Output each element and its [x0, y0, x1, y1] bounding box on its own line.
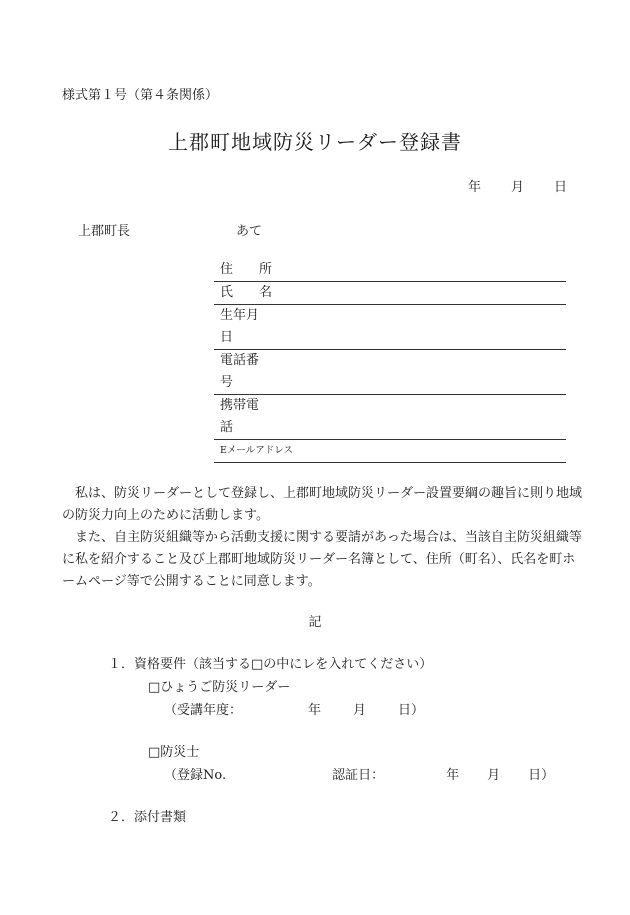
form-number: 様式第１号（第４条関係） [62, 88, 219, 103]
field-birthdate-label-1: 生年月 [220, 308, 260, 323]
date-year: 年 [468, 180, 482, 195]
field-birthdate-label-2: 日 [220, 330, 234, 345]
addressee [78, 220, 263, 239]
field-birthdate[interactable] [214, 305, 566, 350]
option-1-day: 日） [398, 703, 425, 718]
option-1-sub-open: （受講年度： [164, 703, 243, 718]
section-1-heading: １．資格要件（該当する□の中にレを入れてください） [108, 657, 433, 672]
option-hyogo-leader-detail [164, 699, 424, 718]
option-bousaishi[interactable]: □防災士 [148, 745, 200, 760]
option-2-sub-open: （登録No. [164, 768, 227, 783]
page-title: 上郡町地域防災リーダー登録書 [168, 130, 462, 154]
field-phone-label-1: 電話番 [220, 353, 260, 368]
field-email-label: Eメールアドレス [220, 445, 293, 456]
section-2-heading: ２．添付書類 [108, 810, 187, 825]
option-bousaishi-detail [164, 764, 554, 783]
option-2-year: 年 [446, 768, 460, 783]
field-address[interactable] [214, 259, 566, 282]
date-line [468, 176, 567, 195]
paragraph-1-text: 私は、防災リーダーとして登録し、上郡町地域防災リーダー設置要綱の趣旨に則り地域の防災力向上のために活動します。 [62, 486, 583, 523]
field-mobile-label-2: 話 [220, 420, 234, 435]
paragraph-2-text: また、自主防災組織等から活動支援に関する要請があった場合は、当該自主防災組織等に私を紹介すること及び上郡町地域防災リーダー名簿として、住所（町名）、氏名を町ホームページ等で公開することに同意します。 [62, 530, 582, 589]
applicant-fields [214, 259, 566, 463]
field-phone-label-2: 号 [220, 375, 234, 390]
option-1-month: 月 [353, 703, 367, 718]
date-day: 日 [554, 180, 568, 195]
option-2-day: 日） [528, 768, 555, 783]
option-2-cert: 認証日： [332, 768, 385, 783]
ki-heading: 記 [308, 615, 322, 630]
option-2-month: 月 [487, 768, 501, 783]
field-name-label: 氏 名 [220, 285, 273, 300]
addressee-name: 上郡町長 [78, 224, 131, 239]
body-paragraph-2 [62, 527, 582, 593]
addressee-to: あて [236, 224, 263, 239]
option-1-year: 年 [308, 703, 322, 718]
field-phone[interactable] [214, 350, 566, 395]
option-hyogo-leader[interactable]: □ひょうご防災リーダー [148, 680, 291, 695]
field-name[interactable] [214, 282, 566, 305]
field-email[interactable] [214, 440, 566, 463]
body-paragraph-1 [62, 483, 582, 527]
date-month: 月 [511, 180, 525, 195]
field-mobile-label-1: 携帯電 [220, 398, 260, 413]
field-address-label: 住 所 [220, 262, 273, 277]
field-mobile[interactable] [214, 395, 566, 440]
